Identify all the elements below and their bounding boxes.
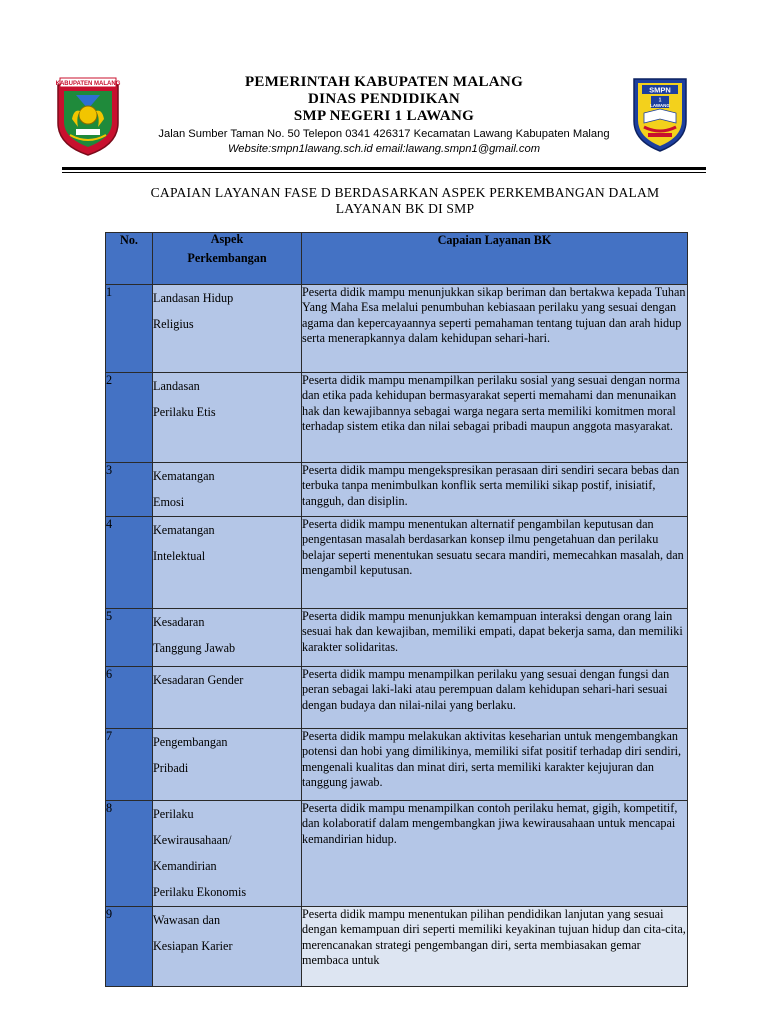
row-capaian: Peserta didik mampu menampilkan perilaku sosial yang sesuai dengan norma dan etika pada kehidupan bermasyarakat seperti memahami dan menunaikan hak dan kewajibannya sebagai warga negara serta memiliki komitmen moral terhadap sistem etika dan nilai sebagai pribadi maupun anggota masyarakat. xyxy=(302,373,688,463)
row-aspek-line: Kesiapan Karier xyxy=(153,939,233,953)
row-aspek-line: Kemandirian xyxy=(153,859,217,873)
row-aspek xyxy=(153,463,302,517)
government-name: PEMERINTAH KABUPATEN MALANG xyxy=(244,74,524,90)
row-number: 7 xyxy=(106,729,153,801)
table-row xyxy=(106,373,688,463)
row-capaian: Peserta didik mampu menampilkan contoh perilaku hemat, gigih, kompetitif, dan kolaboratif dalam mengembangkan jiwa kewirausahaan untuk mencapai kemandirian hidup. xyxy=(302,801,688,907)
row-aspek-line: Wawasan dan xyxy=(153,913,221,927)
row-aspek-line: Kematangan xyxy=(153,523,215,537)
row-number: 2 xyxy=(106,373,153,463)
capaian-table xyxy=(105,232,688,987)
department-name: DINAS PENDIDIKAN xyxy=(308,91,460,107)
document-title xyxy=(105,185,705,217)
row-aspek xyxy=(153,729,302,801)
row-number: 5 xyxy=(106,609,153,667)
table-header-row xyxy=(106,233,688,285)
table-row xyxy=(106,463,688,517)
row-aspek xyxy=(153,609,302,667)
row-aspek xyxy=(153,801,302,907)
row-number: 9 xyxy=(106,907,153,987)
svg-text:1: 1 xyxy=(658,97,662,104)
row-aspek-line: Perilaku xyxy=(153,807,194,821)
row-aspek-line: Kesadaran Gender xyxy=(153,673,244,687)
table-row xyxy=(106,517,688,609)
header-aspek-line-1: Aspek xyxy=(210,232,244,246)
row-aspek-line: Perilaku Etis xyxy=(153,405,216,419)
row-capaian: Peserta didik mampu mengekspresikan perasaan diri sendiri secara bebas dan terbuka tanpa menimbulkan konflik serta memiliki sikap postif, inisiatif, tangguh, dan disiplin. xyxy=(302,463,688,517)
row-capaian: Peserta didik mampu menunjukkan sikap beriman dan bertakwa kepada Tuhan Yang Maha Esa melalui penumbuhan kebiasaan perilaku yang sesuai dengan agama dan kepercayaannya seperti pemahaman tentang tujuan dan arah hidup serta menerapkannya dalam kehidupan sehari-hari. xyxy=(302,285,688,373)
row-aspek-line: Pribadi xyxy=(153,761,189,775)
row-capaian: Peserta didik mampu melakukan aktivitas keseharian untuk mengembangkan potensi dan hobi yang dimilikinya, memiliki sifat positif terhadap diri sendiri, mengenali kualitas dan minat diri, serta memiliki karakter kejujuran dan tanggung jawab. xyxy=(302,729,688,801)
table-row xyxy=(106,609,688,667)
table-row xyxy=(106,801,688,907)
letterhead-rule-thick xyxy=(62,167,706,170)
row-aspek-line: Religius xyxy=(153,317,194,331)
school-contact: Website:smpn1lawang.sch.id email:lawang.smpn1@gmail.com xyxy=(227,143,541,155)
row-aspek-line: Kesadaran xyxy=(153,615,205,629)
row-number: 6 xyxy=(106,667,153,729)
school-address: Jalan Sumber Taman No. 50 Telepon 0341 426317 Kecamatan Lawang Kabupaten Malang xyxy=(158,128,610,140)
row-aspek-line: Kewirausahaan/ xyxy=(153,833,232,847)
table-row xyxy=(106,907,688,987)
row-aspek xyxy=(153,285,302,373)
row-aspek-line: Perilaku Ekonomis xyxy=(153,885,247,899)
row-number: 1 xyxy=(106,285,153,373)
row-aspek-line: Landasan Hidup xyxy=(153,291,234,305)
letterhead-text xyxy=(120,74,648,157)
table-row xyxy=(106,285,688,373)
row-number: 4 xyxy=(106,517,153,609)
svg-text:LAWANG: LAWANG xyxy=(650,103,670,108)
header-no: No. xyxy=(106,233,153,285)
row-aspek xyxy=(153,907,302,987)
row-capaian: Peserta didik mampu menampilkan perilaku yang sesuai dengan fungsi dan peran sebagai laki-laki atau perempuan dalam kehidupan sehari-hari sesuai dengan budaya dan nilai-nilai yang berlaku. xyxy=(302,667,688,729)
kabupaten-malang-logo xyxy=(54,75,122,157)
row-capaian: Peserta didik mampu menentukan alternatif pengambilan keputusan dan pengentasan masalah berdasarkan konsep ilmu pengetahuan dan perilaku belajar seperti menentukan sesuatu secara mandiri, memecahkan masalah, dan mengambil keputusan. xyxy=(302,517,688,609)
document-title-line-2: LAYANAN BK DI SMP xyxy=(335,201,475,216)
row-aspek-line: Pengembangan xyxy=(153,735,228,749)
row-number: 8 xyxy=(106,801,153,907)
row-aspek xyxy=(153,667,302,729)
header-aspek xyxy=(153,233,302,285)
header-aspek-line-2: Perkembangan xyxy=(187,251,267,265)
row-number: 3 xyxy=(106,463,153,517)
smpn-1-lawang-logo xyxy=(630,75,690,153)
letterhead xyxy=(0,0,768,175)
table-row xyxy=(106,667,688,729)
school-name: SMP NEGERI 1 LAWANG xyxy=(293,108,475,124)
row-aspek-line: Tanggung Jawab xyxy=(153,641,236,655)
row-aspek-line: Landasan xyxy=(153,379,200,393)
svg-text:SMPN: SMPN xyxy=(649,85,671,95)
row-aspek-line: Emosi xyxy=(153,495,185,509)
row-capaian: Peserta didik mampu menentukan pilihan pendidikan lanjutan yang sesuai dengan kemampuan diri seperti memiliki keyakinan tujuan hidup dan cita-cita, merencanakan strategi pengembangan diri, serta membiasakan gemar membaca untuk xyxy=(302,907,688,987)
row-aspek xyxy=(153,373,302,463)
row-capaian: Peserta didik mampu menunjukkan kemampuan interaksi dengan orang lain sesuai hak dan kewajiban, memiliki empati, dapat bekerja sama, dan memiliki karakter solidaritas. xyxy=(302,609,688,667)
table-row xyxy=(106,729,688,801)
letterhead-rule-thin xyxy=(62,172,706,173)
row-aspek-line: Kematangan xyxy=(153,469,215,483)
row-aspek xyxy=(153,517,302,609)
svg-text:KABUPATEN MALANG: KABUPATEN MALANG xyxy=(55,81,121,87)
header-capaian: Capaian Layanan BK xyxy=(302,233,688,285)
row-aspek-line: Intelektual xyxy=(153,549,206,563)
document-title-line-1: CAPAIAN LAYANAN FASE D BERDASARKAN ASPEK PERKEMBANGAN DALAM xyxy=(150,185,660,200)
